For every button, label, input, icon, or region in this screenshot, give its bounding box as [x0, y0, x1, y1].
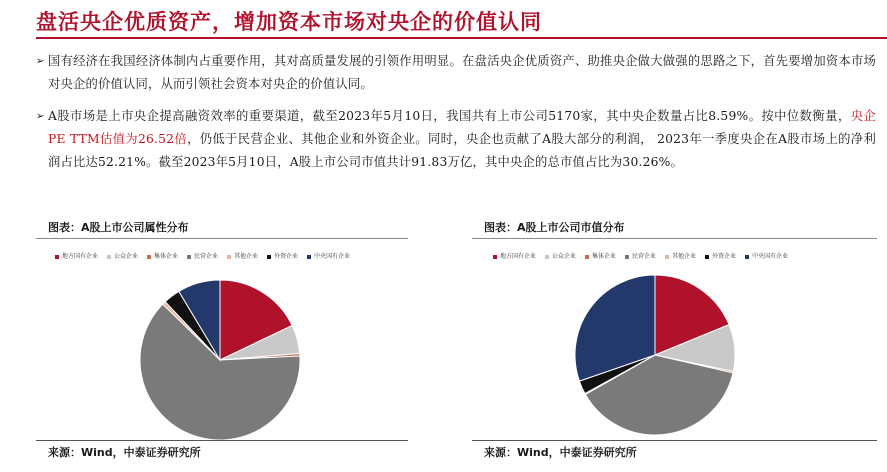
legend-swatch: [307, 255, 311, 259]
legend-label: 外资企业: [274, 253, 299, 260]
title-underline: [36, 37, 887, 39]
legend-label: 中央国有企业: [314, 253, 351, 260]
legend-swatch: [545, 255, 549, 259]
legend-swatch: [493, 255, 497, 259]
legend-label: 地方国有企业: [500, 253, 537, 260]
bullet-text: A股市场是上市央企提高融资效率的重要渠道，截至2023年5月10日，我国共有上市公司5170家，其中央企数量占比8.59%。按中位数衡量，: [48, 109, 851, 123]
caption-divider: [472, 238, 877, 239]
legend-swatch: [187, 255, 191, 259]
bullet-paragraph-1: [36, 50, 876, 96]
bullet-text: 国有经济在我国经济体制内占重要作用，其对高质量发展的引领作用明显。在盘活央企优质资产、助推央企做大做强的思路之下，首先要增加资本市场对央企的价值认同，从而引领社会资本对央企的价值认同。: [48, 54, 876, 91]
legend-label: 民营企业: [632, 253, 657, 260]
legend-label: 其他企业: [234, 253, 259, 260]
chart-source: 来源：Wind，中泰证券研究所: [48, 446, 201, 459]
legend-label: 外资企业: [712, 253, 737, 260]
bullet-arrow-icon: ➢: [36, 111, 45, 122]
bullet-arrow-icon: ➢: [36, 56, 45, 67]
legend-label: 其他企业: [672, 253, 697, 260]
chart-caption: 图表：A股上市公司属性分布: [48, 221, 189, 234]
legend-swatch: [147, 255, 151, 259]
legend-swatch: [267, 255, 271, 259]
legend-item: [307, 251, 350, 260]
legend-label: 民营企业: [194, 253, 219, 260]
legend-item: [227, 251, 258, 260]
highlight-text: 央企PE TTM估值为26.52倍: [48, 109, 876, 146]
legend-item: [147, 251, 178, 260]
chart-legend: [55, 251, 359, 260]
page-title: 盘活央企优质资产，增加资本市场对央企的价值认同: [36, 10, 542, 34]
bullet-paragraph-2: [36, 105, 876, 174]
pie-chart: [555, 255, 755, 455]
legend-label: 公众企业: [552, 253, 577, 260]
legend-label: 地方国有企业: [62, 253, 99, 260]
chart-source: 来源：Wind，中泰证券研究所: [484, 446, 637, 459]
legend-swatch: [55, 255, 59, 259]
bullet-text: ，仍低于民营企业、其他企业和外资企业。同时，央企也贡献了A股大部分的利润， 2023年一季度央企在A股市场上的净利润占比达52.21%。截至2023年5月10日，A股上市公司市值共计91.83万亿，其中央企的总市值占比为30.26%。: [48, 132, 876, 169]
legend-item: [107, 251, 138, 260]
legend-item: [187, 251, 218, 260]
chart-caption: 图表：A股上市公司市值分布: [484, 221, 625, 234]
pie-chart: [120, 262, 320, 462]
legend-item: [55, 251, 98, 260]
legend-label: 集体企业: [154, 253, 179, 260]
legend-label: 中央国有企业: [752, 253, 789, 260]
caption-divider: [36, 238, 408, 239]
source-divider: [472, 440, 877, 441]
legend-item: [493, 251, 536, 260]
legend-label: 公众企业: [114, 253, 139, 260]
legend-swatch: [227, 255, 231, 259]
source-divider: [36, 440, 408, 441]
legend-label: 集体企业: [592, 253, 617, 260]
legend-item: [267, 251, 298, 260]
legend-swatch: [107, 255, 111, 259]
